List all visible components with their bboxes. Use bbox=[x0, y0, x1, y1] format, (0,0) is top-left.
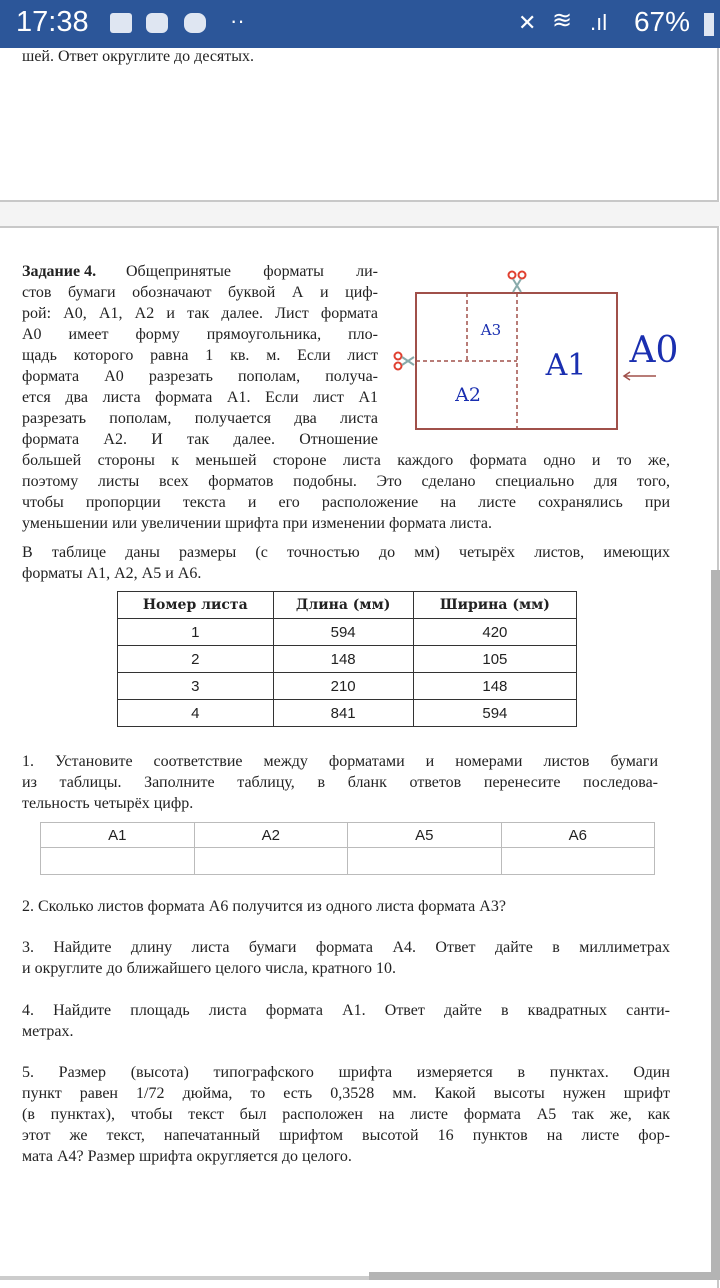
discord-icon bbox=[184, 13, 206, 33]
text-line: 4. Найдите площадь листа формата А1. Ответ дайте в квадратных санти- bbox=[22, 1002, 670, 1019]
table-row: 4 841 594 bbox=[118, 700, 577, 727]
table-row: 3 210 148 bbox=[118, 673, 577, 700]
clock: 17:38 bbox=[16, 6, 89, 38]
column-header: А5 bbox=[348, 823, 502, 848]
text-line: уменьшении или увеличении шрифта при изменении формата листа. bbox=[22, 515, 492, 532]
horizontal-scroll-track bbox=[0, 1276, 369, 1280]
label-a2: A2 bbox=[455, 384, 481, 406]
text-line: из таблицы. Заполните таблицу, в бланк ответов перенесите последова- bbox=[22, 774, 658, 791]
text-line: этот же текст, напечатанный шрифтом высотой 16 пунктов на листе фор- bbox=[22, 1127, 670, 1144]
previous-page-text: шей. Ответ округлите до десятых. bbox=[22, 48, 255, 65]
column-header: А2 bbox=[194, 823, 348, 848]
image-icon bbox=[110, 13, 132, 33]
text-line: разрезать пополам, получается два листа bbox=[22, 410, 378, 427]
column-header: Ширина (мм) bbox=[413, 592, 576, 619]
youtube-icon bbox=[146, 13, 168, 33]
answer-cell bbox=[501, 848, 655, 875]
answer-table bbox=[40, 822, 655, 875]
text-line: 1. Установите соответствие между форматами и номерами листов бумаги bbox=[22, 753, 658, 770]
text-line: чтобы пропорции текста и его расположение на листе сохранялись при bbox=[22, 494, 670, 511]
answer-cell bbox=[41, 848, 195, 875]
page-gap bbox=[0, 202, 720, 226]
wifi-icon: ≋ bbox=[552, 7, 573, 34]
text-line: пункт равен 1/72 дюйма, то есть 0,3528 мм. Какой высоты нужен шрифт bbox=[22, 1085, 670, 1102]
horizontal-scrollbar[interactable] bbox=[369, 1272, 720, 1280]
text-line: формата А0 разрезать пополам, получа- bbox=[22, 368, 378, 385]
battery-icon bbox=[704, 13, 714, 36]
column-header: Номер листа bbox=[118, 592, 274, 619]
text-line: мата А4? Размер шрифта округляется до целого. bbox=[22, 1148, 352, 1165]
table-row: 2 148 105 bbox=[118, 646, 577, 673]
text-line: щадь которого равна 1 кв. м. Если лист bbox=[22, 347, 378, 364]
text-line: метрах. bbox=[22, 1023, 74, 1040]
text-line: и округлите до ближайшего целого числа, кратного 10. bbox=[22, 960, 397, 977]
text-line: А0 имеет форму прямоугольника, пло- bbox=[22, 326, 378, 343]
scissors-icon bbox=[395, 353, 415, 370]
text-line: 3. Найдите длину листа бумаги формата А4. Ответ дайте в миллиметрах bbox=[22, 939, 670, 956]
label-a3: A3 bbox=[480, 321, 502, 339]
text-line: (в пунктах), чтобы текст был расположен на листе формата А5 так же, как bbox=[22, 1106, 670, 1123]
text-line: ется два листа формата А1. Если лист А1 bbox=[22, 389, 378, 406]
column-header: Длина (мм) bbox=[273, 592, 413, 619]
battery-percent: 67% bbox=[633, 6, 690, 37]
table-row: 1 594 420 bbox=[118, 619, 577, 646]
column-header: А6 bbox=[501, 823, 655, 848]
text-line: 2. Сколько листов формата А6 получится из одного листа формата А3? bbox=[22, 898, 506, 915]
column-header: А1 bbox=[41, 823, 195, 848]
text-line: тельность четырёх цифр. bbox=[22, 795, 194, 812]
paper-formats-diagram bbox=[380, 260, 680, 440]
signal-icon: .ıl bbox=[590, 10, 608, 35]
status-bar bbox=[0, 0, 720, 48]
text-line: форматы А1, А2, А5 и А6. bbox=[22, 565, 202, 582]
previous-page bbox=[0, 48, 719, 202]
label-a1: A1 bbox=[545, 348, 587, 383]
label-a0: A0 bbox=[629, 330, 679, 371]
scissors-icon bbox=[509, 272, 526, 293]
answer-cell bbox=[348, 848, 502, 875]
text-line: В таблице даны размеры (с точностью до мм) четырёх листов, имеющих bbox=[22, 544, 670, 561]
answer-cell bbox=[194, 848, 348, 875]
text-line: поэтому листы всех форматов подобны. Это сделано специально для того, bbox=[22, 473, 670, 490]
more-dots-icon: ·· bbox=[230, 8, 245, 33]
text-line: 5. Размер (высота) типографского шрифта измеряется в пунктах. Один bbox=[22, 1064, 670, 1081]
text-line: большей стороны к меньшей стороне листа каждого формата одно и то же, bbox=[22, 452, 670, 469]
text-line: Общепринятые форматы ли- bbox=[126, 263, 378, 280]
text-line: стов бумаги обозначают буквой А и циф- bbox=[22, 284, 378, 301]
mute-icon: ✕ bbox=[518, 10, 537, 35]
text-line: рой: А0, А1, А2 и так далее. Лист формата bbox=[22, 305, 378, 322]
text-line: формата А2. И так далее. Отношение bbox=[22, 431, 378, 448]
vertical-scrollbar[interactable] bbox=[711, 570, 720, 1280]
sizes-table bbox=[117, 591, 577, 727]
task-title: Задание 4. bbox=[22, 263, 97, 280]
